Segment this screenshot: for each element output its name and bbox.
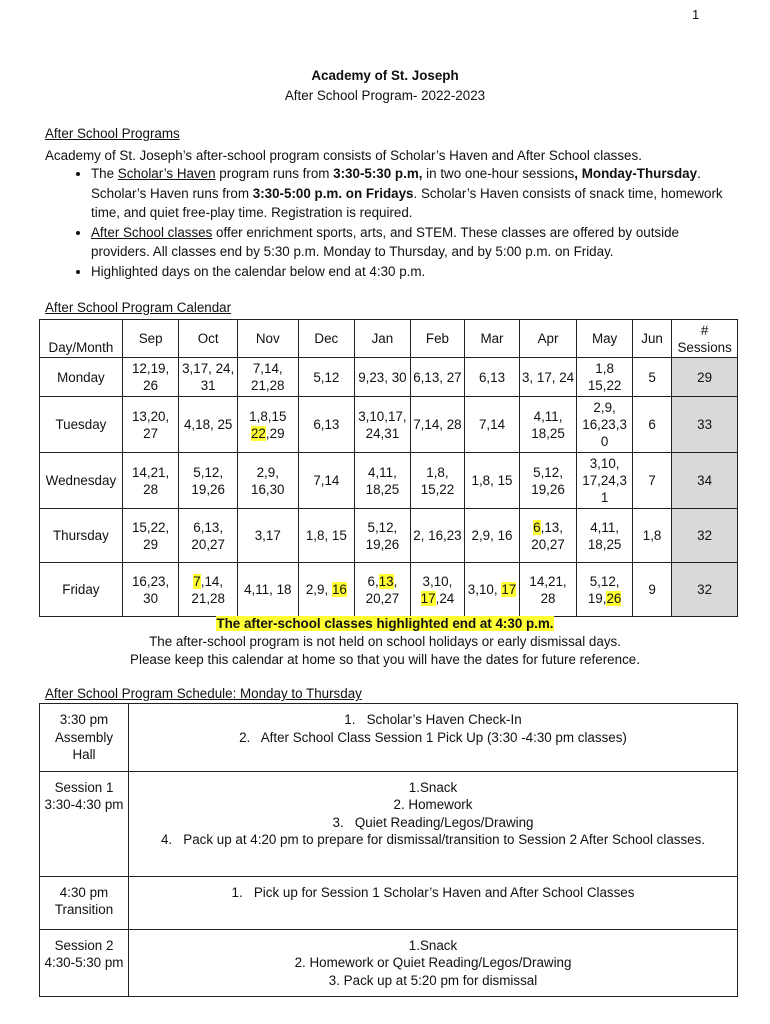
date-text: 28 xyxy=(210,590,225,606)
date-cell: 15,22, 29 xyxy=(122,509,179,563)
month-header: Jan xyxy=(355,320,411,358)
schedule-row xyxy=(40,771,738,876)
date-text: 19 xyxy=(587,590,603,606)
date-cell: 5,12, 19,26 xyxy=(179,453,238,509)
date-cell: 5 xyxy=(632,358,671,397)
date-cell: 14,21, 28 xyxy=(122,453,179,509)
calendar-header-row xyxy=(40,320,738,358)
date-cell: 7,14 xyxy=(465,397,520,453)
bullet-text: Highlighted days on the calendar below end at 4:30 p.m. xyxy=(91,263,426,279)
date-cell: 2, 16,23 xyxy=(410,509,465,563)
date-text: 8 xyxy=(260,408,268,424)
date-cell: 1,8 xyxy=(632,509,671,563)
date-text: 12 xyxy=(600,573,616,589)
calendar-table xyxy=(39,319,738,617)
holiday-note: The after-school program is not held on school holidays or early dismissal days. xyxy=(149,634,621,649)
calendar-row xyxy=(40,397,738,453)
sessions-header: # Sessions xyxy=(672,320,738,358)
date-text: , xyxy=(313,582,318,597)
date-cell: 5,12, 19,26 xyxy=(355,509,411,563)
calendar-row xyxy=(40,509,738,563)
month-header: Jun xyxy=(632,320,671,358)
schedule-item: 1. Scholar’s Haven Check-In xyxy=(344,712,522,727)
schedule-time: Session 2 4:30-5:30 pm xyxy=(40,929,129,997)
bullet-text: program runs from xyxy=(215,166,334,181)
date-text: 3 xyxy=(467,582,476,597)
highlighted-date: 26 xyxy=(606,590,622,606)
date-cell: 4,11, 18,25 xyxy=(355,453,411,509)
date-cell: 1,8 15,22 xyxy=(577,358,633,397)
month-header: Nov xyxy=(237,320,298,358)
date-text: 10 xyxy=(433,573,449,589)
date-cell: 3,10, 17,24,3 1 xyxy=(577,453,633,509)
highlighted-date: 22 xyxy=(250,425,266,441)
day-label: Friday xyxy=(40,563,123,617)
after-school-classes-term: After School classes xyxy=(91,224,213,240)
date-cell: 14,21, 28 xyxy=(519,563,577,617)
schedule-item: 1.Snack xyxy=(408,937,458,953)
date-text: , xyxy=(219,573,224,589)
calendar-heading: After School Program Calendar xyxy=(45,300,232,315)
programs-bullet-list xyxy=(70,164,741,282)
month-header: Feb xyxy=(410,320,465,358)
date-text: , xyxy=(429,573,434,589)
calendar-body xyxy=(40,358,738,617)
highlighted-date: 13 xyxy=(378,573,394,589)
date-cell: 9 xyxy=(632,563,671,617)
date-text: , xyxy=(200,573,205,589)
calendar-notes xyxy=(0,615,770,669)
date-text: 5 xyxy=(589,573,598,589)
schedule-body xyxy=(40,704,738,997)
schedule-heading: After School Program Schedule: Monday to Thursday xyxy=(45,686,362,701)
day-label: Tuesday xyxy=(40,397,123,453)
bullet-after-school-classes xyxy=(91,223,741,262)
date-cell: 4,11, 18,25 xyxy=(577,509,633,563)
date-text: 2 xyxy=(305,582,314,597)
calendar-row xyxy=(40,358,738,397)
date-text: , xyxy=(435,590,440,606)
date-cell: 2,9, 16 xyxy=(465,509,520,563)
date-cell: 16,23, 30 xyxy=(122,563,179,617)
date-text: , xyxy=(602,590,607,606)
day-label: Monday xyxy=(40,358,123,397)
sessions-count: 32 xyxy=(672,563,738,617)
month-header: May xyxy=(577,320,633,358)
date-cell: 6,13, 20,27 xyxy=(179,509,238,563)
programs-intro: Academy of St. Joseph’s after-school program consists of Scholar’s Haven and After School classes. xyxy=(45,148,642,163)
date-cell: 6,13, 27 xyxy=(410,358,465,397)
bullet-text: offer enrichment sports, arts, and STEM. These classes are offered by outside providers. All classes end by 5:30 p.m. Monday to Thursday, and by 5:00 p.m. on Friday. xyxy=(91,224,679,260)
date-text: 20 xyxy=(531,536,547,552)
highlighted-date: 7 xyxy=(193,573,201,589)
bold-friday-hours: 3:30-5:00 p.m. on Fridays xyxy=(252,185,414,201)
date-cell xyxy=(577,563,633,617)
schedule-activities xyxy=(129,771,738,876)
date-cell: 12,19, 26 xyxy=(122,358,179,397)
date-cell: 2,9, 16,30 xyxy=(237,453,298,509)
date-text: , xyxy=(265,425,270,441)
date-cell: 3,17 xyxy=(237,509,298,563)
schedule-row xyxy=(40,929,738,997)
schedule-activities xyxy=(129,876,738,929)
day-label: Thursday xyxy=(40,509,123,563)
date-cell: 7,14 xyxy=(298,453,355,509)
month-header: Oct xyxy=(179,320,238,358)
schedule-item: 3. Quiet Reading/Legos/Drawing xyxy=(332,814,534,830)
date-cell: 13,20, 27 xyxy=(122,397,179,453)
date-text: 9 xyxy=(317,582,325,597)
date-cell: 4,11, 18,25 xyxy=(519,397,577,453)
schedule-item: 1.Snack xyxy=(408,779,458,795)
bullet-highlighted-days xyxy=(91,262,741,282)
date-text: 15 xyxy=(271,408,287,424)
schedule-time: 4:30 pm Transition xyxy=(40,876,129,929)
schedule-item: 2. Homework or Quiet Reading/Legos/Drawing xyxy=(294,955,572,970)
corner-header: Day/Month xyxy=(40,320,123,358)
date-text: 29 xyxy=(269,425,285,441)
bullet-text: . Scholar’s Haven runs from xyxy=(91,166,701,201)
date-cell: 5,12 xyxy=(298,358,355,397)
schedule-time: Session 1 3:30-4:30 pm xyxy=(40,771,129,876)
sessions-count: 33 xyxy=(672,397,738,453)
day-label: Wednesday xyxy=(40,453,123,509)
date-cell xyxy=(355,563,411,617)
date-text: 1 xyxy=(249,408,257,424)
month-header: Apr xyxy=(519,320,577,358)
date-text: 27 xyxy=(384,590,400,606)
date-text: , xyxy=(597,573,601,589)
bullet-scholars-haven xyxy=(91,164,741,223)
date-cell: 4,18, 25 xyxy=(179,397,238,453)
schedule-item: 2. Homework xyxy=(393,797,473,812)
bullet-text: . Scholar’s Haven consists of snack time, homework time, and quiet free-play time. Registration is required. xyxy=(91,185,723,221)
highlighted-date: 6 xyxy=(533,519,541,535)
date-cell: 3,17, 24, 31 xyxy=(179,358,238,397)
date-cell: 3, 17, 24 xyxy=(519,358,577,397)
page-number: 1 xyxy=(692,7,700,22)
schedule-item: 3. Pack up at 5:20 pm for dismissal xyxy=(328,972,538,988)
month-header: Dec xyxy=(298,320,355,358)
document-title: Academy of St. Joseph xyxy=(311,68,459,83)
date-cell: 7 xyxy=(632,453,671,509)
date-text: 13 xyxy=(544,519,560,535)
bold-hours: 3:30-5:30 p.m, xyxy=(333,166,423,181)
date-text: , xyxy=(380,590,385,606)
date-text: 21 xyxy=(191,590,207,606)
sessions-count: 32 xyxy=(672,509,738,563)
bold-days: , Monday-Thursday xyxy=(574,166,698,181)
date-cell: 2,9, 16,23,3 0 xyxy=(577,397,633,453)
highlighted-date: 17 xyxy=(420,590,436,606)
date-text: , xyxy=(546,536,550,552)
date-text: 20 xyxy=(365,590,381,606)
date-text: , xyxy=(615,573,620,589)
date-text: , xyxy=(267,408,272,424)
scholars-haven-term: Scholar’s Haven xyxy=(117,166,216,181)
schedule-table xyxy=(39,703,738,997)
highlight-note: The after-school classes highlighted end at 4:30 p.m. xyxy=(216,616,554,631)
calendar-row xyxy=(40,563,738,617)
date-cell: 4,11, 18 xyxy=(237,563,298,617)
schedule-item: 4. Pack up at 4:20 pm to prepare for dismissal/transition to Session 2 After School classes. xyxy=(160,832,706,847)
date-cell: 1,8, 15 xyxy=(298,509,355,563)
date-text: 24 xyxy=(439,590,455,606)
date-cell xyxy=(179,563,238,617)
date-cell: 1,8, 15,22 xyxy=(410,453,465,509)
schedule-activities xyxy=(129,929,738,997)
date-text: , xyxy=(374,573,379,589)
schedule-row xyxy=(40,704,738,772)
date-cell xyxy=(519,509,577,563)
month-header: Sep xyxy=(122,320,179,358)
schedule-row xyxy=(40,876,738,929)
schedule-time: 3:30 pm Assembly Hall xyxy=(40,704,129,772)
date-cell xyxy=(465,563,520,617)
sessions-count: 34 xyxy=(672,453,738,509)
date-text: 10 xyxy=(478,582,494,597)
date-text: , xyxy=(493,582,502,597)
schedule-item: 2. After School Class Session 1 Pick Up (3:30 -4:30 pm classes) xyxy=(239,729,627,745)
highlighted-date: 17 xyxy=(501,582,517,597)
sessions-count: 29 xyxy=(672,358,738,397)
date-cell: 1,8, 15 xyxy=(465,453,520,509)
date-text: 27 xyxy=(549,536,565,552)
bullet-text: The xyxy=(91,166,118,181)
date-text: , xyxy=(324,582,332,597)
schedule-item: 1. Pick up for Session 1 Scholar’s Haven and After School Classes xyxy=(231,884,635,900)
date-text: 14 xyxy=(204,573,220,589)
programs-heading: After School Programs xyxy=(45,126,180,141)
date-text: , xyxy=(206,590,211,606)
highlighted-date: 16 xyxy=(331,582,347,597)
date-cell xyxy=(298,563,355,617)
date-cell: 7,14, 28 xyxy=(410,397,465,453)
date-text: , xyxy=(393,573,398,589)
date-cell: 3,10,17, 24,31 xyxy=(355,397,411,453)
date-text: , xyxy=(540,519,545,535)
date-cell: 5,12, 19,26 xyxy=(519,453,577,509)
date-cell: 6 xyxy=(632,397,671,453)
document-subtitle: After School Program- 2022-2023 xyxy=(284,88,486,103)
date-cell: 7,14, 21,28 xyxy=(237,358,298,397)
date-text: 3 xyxy=(422,573,430,589)
keep-calendar-note: Please keep this calendar at home so that you will have the dates for future reference. xyxy=(130,652,640,667)
calendar-row xyxy=(40,453,738,509)
date-cell xyxy=(237,397,298,453)
date-text: , xyxy=(256,408,261,424)
date-text: , xyxy=(559,519,563,535)
date-cell xyxy=(410,563,465,617)
date-cell: 6,13 xyxy=(465,358,520,397)
date-text: , xyxy=(475,582,479,597)
date-cell: 6,13 xyxy=(298,397,355,453)
month-header: Mar xyxy=(465,320,520,358)
date-cell: 9,23, 30 xyxy=(355,358,411,397)
schedule-activities xyxy=(129,704,738,772)
bullet-text: in two one-hour sessions xyxy=(422,166,575,181)
date-text: , xyxy=(448,573,453,589)
date-text: 6 xyxy=(367,573,375,589)
